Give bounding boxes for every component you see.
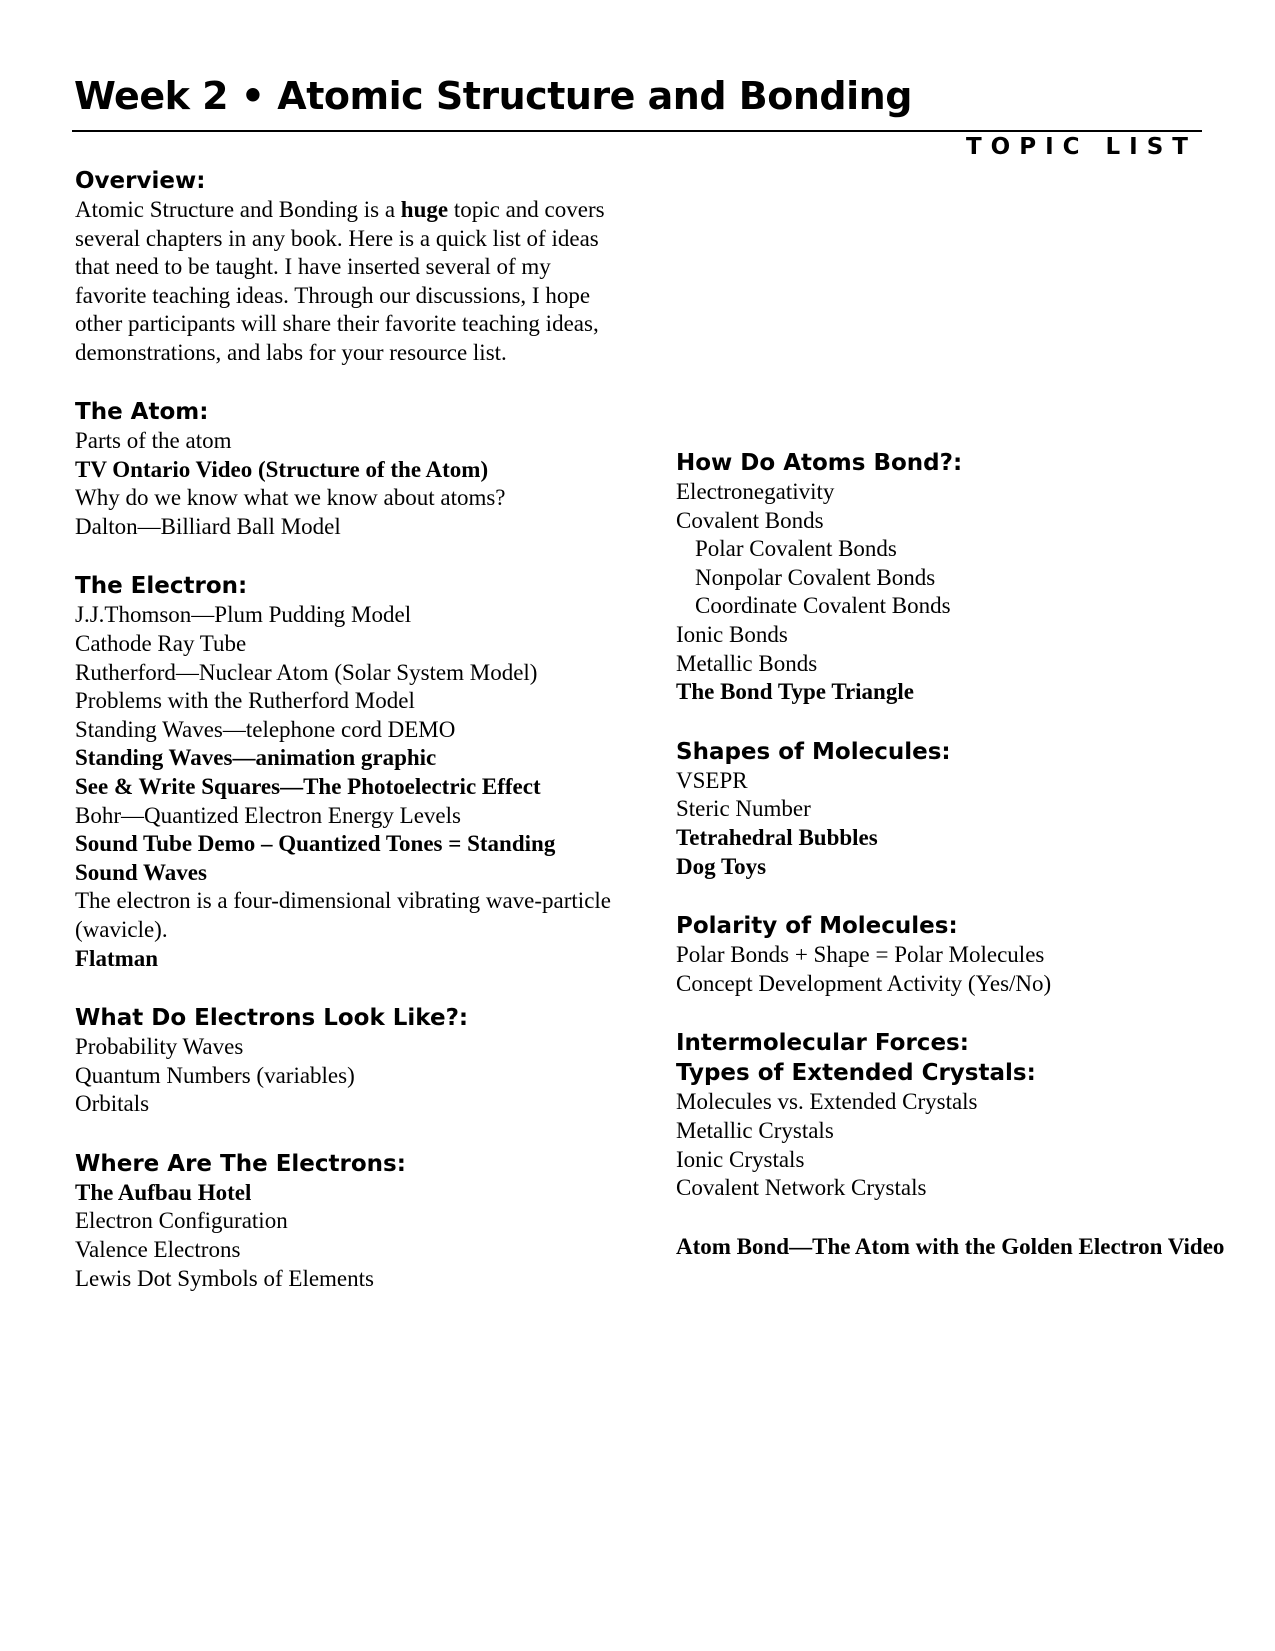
section-where-are-the-electrons <box>75 1149 615 1293</box>
list-item: Ionic Bonds <box>676 621 788 647</box>
list-item: Dalton—Billiard Ball Model <box>75 513 341 539</box>
list-item: Ionic Crystals <box>676 1146 805 1172</box>
list-item: Probability Waves <box>75 1034 244 1060</box>
topic-list <box>676 478 1236 707</box>
topic-list <box>676 767 1236 881</box>
section-heading: Where Are The Electrons: <box>75 1150 406 1177</box>
section-heading: Intermolecular Forces: <box>676 1030 969 1057</box>
section-heading: Shapes of Molecules: <box>676 738 951 765</box>
overview-text-end: topic and covers several chapters in any book. Here is a quick list of ideas that need to be taught. I have inserted several of my favorite teaching ideas. Through our discussions, I hope other participants will share their favorite teaching ideas, demonstrations, and labs for your resource list. <box>75 197 605 365</box>
list-item: Why do we know what we know about atoms? <box>75 485 506 511</box>
list-item: Lewis Dot Symbols of Elements <box>75 1265 374 1291</box>
page-subtitle: TOPIC LIST <box>965 134 1197 160</box>
list-item: Dog Toys <box>676 853 767 879</box>
topic-list <box>75 1033 615 1119</box>
section-spacer <box>75 541 615 571</box>
page-title: Week 2 • Atomic Structure and Bonding <box>74 74 912 118</box>
section-heading: How Do Atoms Bond?: <box>676 450 963 476</box>
list-item: Covalent Network Crystals <box>676 1175 927 1201</box>
section-heading: Polarity of Molecules: <box>676 913 958 940</box>
topic-list <box>676 1233 1236 1262</box>
list-item: Flatman <box>75 945 159 971</box>
section-how-do-atoms-bond <box>676 448 1236 707</box>
left-sections <box>75 367 615 1293</box>
list-item: Rutherford—Nuclear Atom (Solar System Model) <box>75 659 538 685</box>
section-spacer <box>75 1119 615 1149</box>
right-column <box>676 448 1236 1261</box>
section-shapes-of-molecules <box>676 737 1236 881</box>
list-item: Parts of the atom <box>75 428 232 453</box>
left-column <box>75 166 615 1293</box>
list-item: The Bond Type Triangle <box>676 679 914 705</box>
list-item: Metallic Crystals <box>676 1117 834 1143</box>
section-spacer <box>676 998 1236 1028</box>
list-item: Concept Development Activity (Yes/No) <box>676 970 1052 996</box>
overview-emphasis: huge <box>400 197 449 222</box>
section-the-atom <box>75 397 615 541</box>
overview-text-start: Atomic Structure and Bonding is a <box>75 197 401 222</box>
overview-section <box>75 166 615 367</box>
list-item: Problems with the Rutherford Model <box>75 688 415 714</box>
topic-list <box>75 601 615 973</box>
section-the-electron <box>75 571 615 973</box>
list-item: Quantum Numbers (variables) <box>75 1062 355 1088</box>
right-sections <box>676 448 1236 1261</box>
section-heading: Types of Extended Crystals: <box>676 1060 1036 1087</box>
title-divider <box>72 130 1202 132</box>
section-spacer <box>676 1203 1236 1233</box>
list-item: Coordinate Covalent Bonds <box>695 593 951 619</box>
section-heading: The Electron: <box>75 573 248 600</box>
topic-list <box>676 1088 1236 1202</box>
list-item: Standing Waves—animation graphic <box>75 745 437 771</box>
list-item: Orbitals <box>75 1091 150 1117</box>
list-item: Nonpolar Covalent Bonds <box>695 564 936 590</box>
section-heading: What Do Electrons Look Like?: <box>75 1005 469 1032</box>
overview-paragraph <box>75 196 615 367</box>
list-item: Steric Number <box>676 796 811 822</box>
list-item: Metallic Bonds <box>676 650 818 676</box>
section-extra <box>676 1233 1236 1262</box>
section-heading: Overview: <box>75 168 206 194</box>
list-item: Sound Tube Demo – Quantized Tones = Standing Sound Waves <box>75 831 556 885</box>
section-polarity-of-molecules <box>676 911 1236 998</box>
list-item: Electron Configuration <box>75 1208 288 1234</box>
section-spacer <box>676 881 1236 911</box>
list-item: Cathode Ray Tube <box>75 630 247 656</box>
topic-list <box>676 941 1236 998</box>
list-item: Tetrahedral Bubbles <box>676 824 878 850</box>
list-item: Standing Waves—telephone cord DEMO <box>75 716 456 742</box>
list-item: Polar Covalent Bonds <box>695 536 897 562</box>
list-item: Bohr—Quantized Electron Energy Levels <box>75 802 461 828</box>
section-intermolecular-forces <box>676 1028 1236 1202</box>
list-item: TV Ontario Video (Structure of the Atom) <box>75 456 489 482</box>
section-spacer <box>75 973 615 1003</box>
list-item: See & Write Squares—The Photoelectric Effect <box>75 773 541 799</box>
list-item: The electron is a four-dimensional vibrating wave-particle (wavicle). <box>75 888 611 942</box>
list-item: Atom Bond—The Atom with the Golden Electron Video <box>676 1233 1225 1259</box>
section-spacer <box>75 367 615 397</box>
section-what-do-electrons-look-like <box>75 1003 615 1119</box>
list-item: Valence Electrons <box>75 1237 241 1263</box>
section-spacer <box>676 707 1236 737</box>
list-item: Electronegativity <box>676 479 835 504</box>
list-item: Covalent Bonds <box>676 507 824 533</box>
topic-list <box>75 427 615 541</box>
list-item: Polar Bonds + Shape = Polar Molecules <box>676 942 1045 968</box>
section-heading: The Atom: <box>75 399 209 425</box>
list-item: The Aufbau Hotel <box>75 1179 252 1205</box>
list-item: VSEPR <box>676 767 748 793</box>
list-item: Molecules vs. Extended Crystals <box>676 1089 978 1115</box>
list-item: J.J.Thomson—Plum Pudding Model <box>75 602 412 628</box>
topic-list <box>75 1179 615 1293</box>
